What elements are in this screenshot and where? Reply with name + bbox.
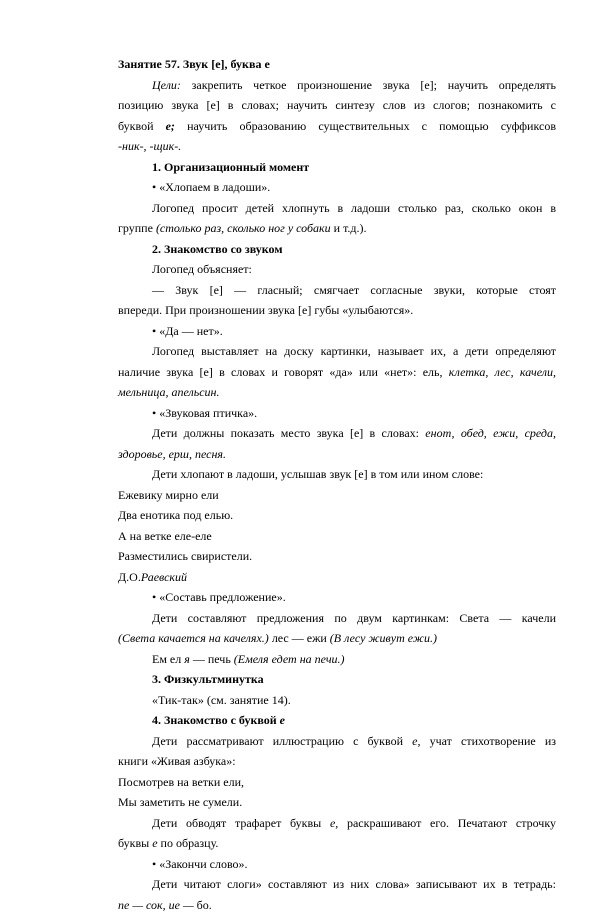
section-2-text-11 [118,649,556,670]
goals-text-3c: научить образованию существительных с помощью суффиксов [187,119,556,133]
section-1-game: • «Хлопаем в ладоши». [118,177,556,198]
section-4-text-2: книги «Живая азбука»: [118,751,556,772]
s4-text-3c: раскрашивают его. Печатают строчку [347,816,556,830]
s2-text-11a: Ем ел [152,652,181,666]
section-3-heading: 3. Физкультминутка [118,669,556,690]
poem-1-author-initials: Д.О. [118,570,141,584]
s4-text-6a: пе — сок, ие — [118,898,194,912]
section-2-text-8: Дети хлопают в ладоши, услышав звук [е] в том или ином слове: [118,464,556,485]
section-4-game: • «Закончи слово». [118,854,556,875]
s4-text-4b: е [152,836,157,850]
section-2-text-6 [118,423,556,444]
poem-1-line-3: А на ветке еле-еле [118,526,556,547]
s1-text-2a: группе [118,221,153,235]
section-1-text-2 [118,218,556,239]
section-2-intro: Логопед объясняет: [118,259,556,280]
goals-line-3 [118,116,556,137]
s2-text-10a: (Света качается на качелях.) [118,631,269,645]
poem-1-line-4: Разместились свиристели. [118,546,556,567]
section-2-text-1: — Звук [е] — гласный; смягчает согласные звуки, которые стоят [118,280,556,301]
goals-label: Цели: [152,78,181,92]
s4-text-6b: бо. [197,898,212,912]
goals-line-2: позицию звука [е] в словах; научить синтезу слов из слогов; познакомить с [118,95,556,116]
s2-text-11b: я [184,652,190,666]
section-2-text-9: Дети составляют предложения по двум картинкам: Света — качели [118,608,556,629]
poem-2-line-2: Мы заметить не сумели. [118,792,556,813]
s4-text-1a: Дети рассматривают иллюстрацию с буквой [152,734,403,748]
s2-text-10c: (В лесу живут ежи.) [330,631,437,645]
s1-text-2b: (столько раз, сколько ног у собаки [156,221,331,235]
section-1-text-1: Логопед просит детей хлопнуть в ладоши столько раз, сколько окон в [118,198,556,219]
section-4-heading [118,710,556,731]
section-2-text-2: впереди. При произношении звука [е] губы «улыбаются». [118,300,556,321]
s1-text-2c: и т.д.). [334,221,367,235]
section-4-text-1 [118,731,556,752]
section-2-text-4 [118,362,556,383]
s4-text-1c: учат стихотворение из [430,734,556,748]
s2-text-11c: — печь [193,652,231,666]
section-2-game-2: • «Звуковая птичка». [118,403,556,424]
s2-text-4a: наличие звука [е] в словах и говорят «да» или «нет»: ель, [118,365,443,379]
section-2-text-5: мельница, апельсин. [118,382,556,403]
section-4-text-3 [118,813,556,834]
section-3-text: «Тик-так» (см. занятие 14). [118,690,556,711]
goals-text-1: закрепить четкое произношение звука [е]; научить определять [192,78,556,92]
goals-line-1 [118,75,556,96]
lesson-title: Занятие 57. Звук [е], буква е [118,54,556,75]
s4-text-4a: буквы [118,836,149,850]
s4-heading-a: 4. Знакомство с буквой [152,713,277,727]
goals-letter: е; [166,119,175,133]
s4-text-4c: по образцу. [161,836,219,850]
s4-text-3b: е, [330,816,338,830]
poem-1-author-surname: Раевский [141,570,187,584]
s2-text-4b: клетка, лес, качели, [449,365,556,379]
s2-text-11d: (Емеля едет на печи.) [234,652,345,666]
section-2-text-7: здоровье, ерш, песня. [118,444,556,465]
poem-1-author [118,567,556,588]
goals-text-3a: буквой [118,119,153,133]
s4-heading-letter: е [280,713,285,727]
section-4-text-4 [118,833,556,854]
section-2-text-10 [118,628,556,649]
poem-2-line-1: Посмотрев на ветки ели, [118,772,556,793]
poem-1-line-2: Два енотика под елью. [118,505,556,526]
goals-line-4: -ник-, -щик-. [118,136,556,157]
s2-text-6b: енот, обед, ежи, среда, [425,426,556,440]
section-2-game-3: • «Составь предложение». [118,587,556,608]
s2-text-10b: лес — ежи [272,631,327,645]
s4-text-3a: Дети обводят трафарет буквы [152,816,321,830]
section-4-text-5: Дети читают слоги» составляют из них слова» записывают их в тетрадь: [118,874,556,895]
section-2-heading: 2. Знакомство со звуком [118,239,556,260]
section-2-text-3: Логопед выставляет на доску картинки, называет их, а дети определяют [118,341,556,362]
poem-1-line-1: Ежевику мирно ели [118,485,556,506]
s2-text-6a: Дети должны показать место звука [е] в словах: [152,426,419,440]
section-4-text-6 [118,895,556,915]
section-1-heading: 1. Организационный момент [118,157,556,178]
document-page [118,54,556,915]
s4-text-1b: е, [412,734,420,748]
section-2-game-1: • «Да — нет». [118,321,556,342]
